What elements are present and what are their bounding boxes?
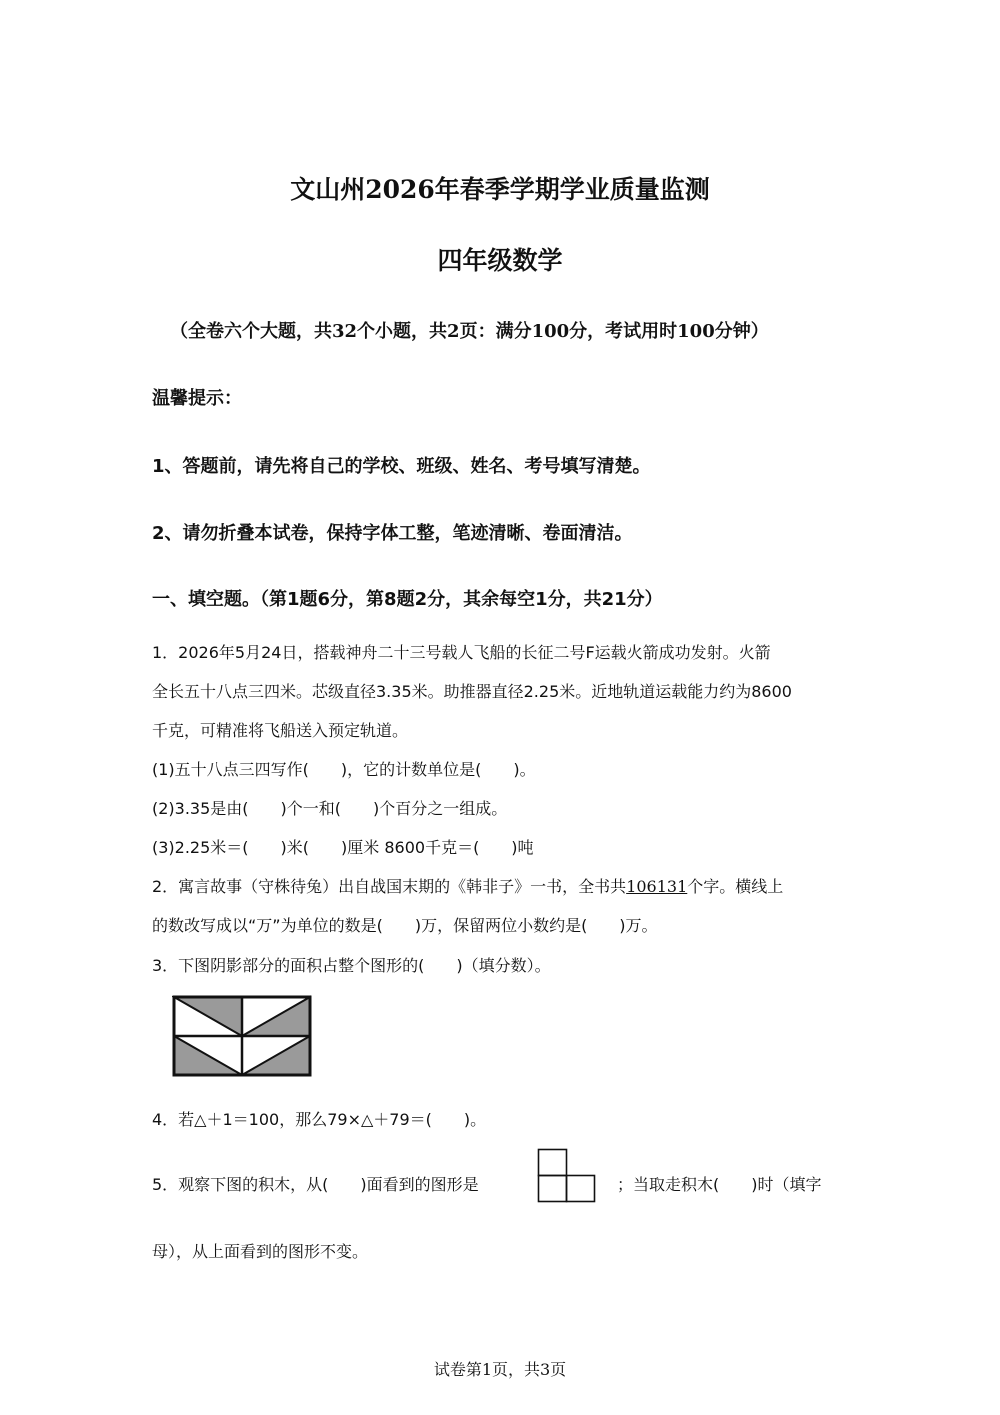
question-2-line2: 的数改写成以“万”为单位的数是( )万，保留两位小数约是( )万。	[152, 916, 658, 935]
question-2-text-a: 2．寓言故事（守株待兔）出自战国末期的《韩非子》一书，全书共	[152, 877, 627, 896]
question-3: 3．下图阴影部分的面积占整个图形的( )（填分数）。	[152, 956, 551, 975]
question-1-sub2: (2)3.35是由( )个一和( )个百分之一组成。	[152, 799, 508, 818]
tip-item: 2、请勿折叠本试卷，保持字体工整，笔迹清晰、卷面清洁。	[152, 523, 633, 544]
section-heading: 一、填空题。（第1题6分，第8题2分，其余每空1分，共21分）	[152, 589, 663, 610]
tips-heading: 温馨提示：	[152, 388, 242, 409]
question-1-sub3: (3)2.25米＝( )米( )厘米 8600千克＝( )吨	[152, 838, 534, 857]
question-1-sub1: (1)五十八点三四写作( )，它的计数单位是( )。	[152, 760, 536, 779]
shaded-rectangle-figure	[172, 995, 312, 1077]
question-5-text-a: 5．观察下图的积木，从( )面看到的图形是	[152, 1175, 479, 1194]
page-footer: 试卷第1页，共3页	[433, 1360, 567, 1379]
question-5-text-b: ；当取走积木( )时（填字	[617, 1175, 822, 1194]
block-view-figure	[537, 1148, 597, 1204]
question-2-line1	[152, 874, 783, 897]
tip-item: 1、答题前，请先将自己的学校、班级、姓名、考号填写清楚。	[152, 456, 651, 477]
underlined-number: 106131	[626, 877, 688, 896]
question-1-line: 全长五十八点三四米。芯级直径3.35米。助推器直径2.25米。近地轨道运载能力约为8600	[152, 682, 792, 701]
question-2-text-b: 个字。横线上	[687, 877, 784, 896]
question-1-line: 1．2026年5月24日，搭载神舟二十三号载人飞船的长征二号F运载火箭成功发射。火箭	[152, 643, 771, 662]
page-title: 文山州2026年春季学期学业质量监测	[290, 175, 710, 204]
question-4: 4．若△＋1＝100，那么79×△＋79＝( )。	[152, 1110, 487, 1129]
exam-note: （全卷六个大题，共32个小题，共2页：满分100分，考试用时100分钟）	[170, 321, 769, 342]
page-subtitle: 四年级数学	[437, 246, 563, 275]
question-5-line2: 母），从上面看到的图形不变。	[152, 1242, 369, 1261]
question-1-line: 千克，可精准将飞船送入预定轨道。	[152, 721, 409, 740]
